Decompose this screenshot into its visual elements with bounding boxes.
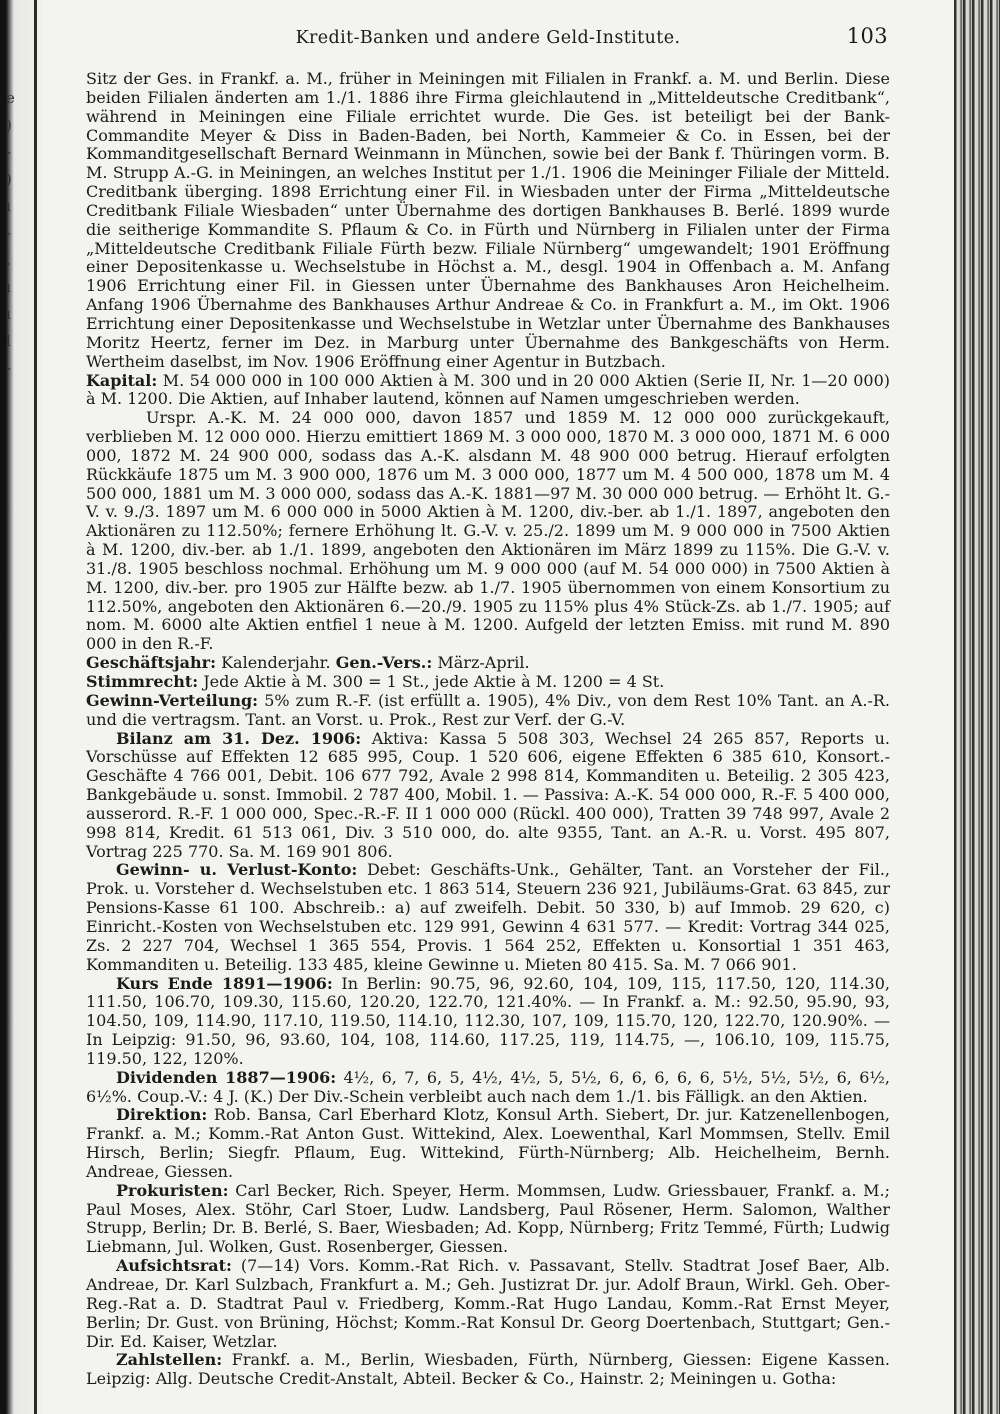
section-key: Kapital: [86,370,158,390]
document-body [86,70,890,1389]
document-page [86,22,890,1389]
section-key: Bilanz am 31. Dez. 1906: [116,728,362,748]
paragraph-text: Urspr. A.-K. M. 24 000 000, davon 1857 und 1859 M. 12 000 000 zurückgekauft, verblieben M. 12 000 000. Hierzu emittiert 1869 M. 3 000 000, 1870 M. 3 000 000, 1871 M. 6 000 000, 1872 M. 24 900 000, sodass das A.-K. alsdann M. 48 900 000 betrug. Hierauf erfolgten Rückkäufe 1875 um M. 3 900 000, 1876 um M. 3 000 000, 1877 um M. 4 500 000, 1878 um M. 4 500 000, 1881 um M. 3 000 000, sodass das A.-K. 1881—97 M. 30 000 000 betrug. — Erhöht lt. G.-V. v. 9./3. 1897 um M. 6 000 000 in 5000 Aktien à M. 1200, div.-ber. ab 1./1. 1897, angeboten den Aktionären zu 112.50%; fernere Erhöhung lt. G.-V. v. 25./2. 1899 um M. 9 000 000 in 7500 Aktien à M. 1200, div.-ber. ab 1./1. 1899, angeboten den Aktionären im März 1899 zu 115%. Die G.-V. v. 31./8. 1905 beschloss nochmal. Erhöhung um M. 9 000 000 (auf M. 54 000 000) in 7500 Aktien à M. 1200, div.-ber. pro 1905 zur Hälfte bezw. ab 1./7. 1905 übernommen von einem Konsortium zu 112.50%, angeboten den Aktionären 6.—20./9. 1905 zu 115% plus 4% Stück-Zs. ab 1./7. 1905; auf nom. M. 6000 alte Aktien entfiel 1 neue à M. 1200. Aufgeld der letzten Emiss. mit rund M. 890 000 in den R.-F. [86,408,890,654]
section-key: Dividenden 1887—1906: [116,1067,337,1087]
section-key: Prokuristen: [116,1180,229,1200]
paragraph-text: (7—14) Vors. Komm.-Rat Rich. v. Passavant, Stellv. Stadtrat Josef Baer, Alb. Andreae, Dr. Karl Sulzbach, Frankfurt a. M.; Geh. Justizrat Dr. jur. Adolf Braun, Wirkl. Geh. Ober-Reg.-Rat a. D. Stadtrat Paul v. Friedberg, Komm.-Rat Hugo Landau, Komm.-Rat Ernst Meyer, Berlin; Dr. Gust. von Brüning, Höchst; Komm.-Rat Konsul Dr. Georg Doertenbach, Stuttgart; Gen.-Dir. Ed. Kaiser, Wetzlar. [86,1256,890,1351]
paragraph-text: Carl Becker, Rich. Speyer, Herm. Mommsen, Ludw. Griessbauer, Frankf. a. M.; Paul Moses, Alex. Stöhr, Carl Stoer, Ludw. Landsberg, Paul Rösener, Herm. Salomon, Walther Strupp, Berlin; Dr. B. Berlé, S. Baer, Wiesbaden; Ad. Kopp, Nürnberg; Fritz Temmé, Fürth; Ludwig Liebmann, Jul. Wolken, Gust. Rosenberger, Giessen. [86,1180,890,1257]
paragraph-dividenden [86,1069,890,1107]
section-key: Stimmrecht: [86,672,199,691]
section-key: Aufsichtsrat: [116,1256,232,1276]
section-key: Geschäftsjahr: [86,653,216,673]
section-key: Direktion: [116,1105,208,1125]
margin-mark: l [6,332,11,350]
paragraph-capital-history [86,409,890,654]
paragraph-text: Jede Aktie à M. 300 = 1 St., jede Aktie à M. 1200 = 4 St. [203,672,665,691]
paragraph-text: Sitz der Ges. in Frankf. a. M., früher in Meiningen mit Filialen in Frankf. a. M. und Berlin. Diese beiden Filialen änderten am 1./1. 1886 ihre Firma gleichlautend in „Mitteldeutsche Creditbank“, während in Meiningen eine Filiale errichtet wurde. Die Ges. ist beteiligt bei der Bank-Commandite Meyer & Diss in Baden-Baden, bei North, Kammeier & Co. in Essen, bei der Kommanditgesellschaft Bernard Weinmann in München, sowie bei der Bank f. Thüringen vorm. B. M. Strupp A.-G. in Meiningen, an welches Institut per 1./1. 1906 die Meininger Filiale der Mitteld. Creditbank überging. 1898 Errichtung einer Fil. in Wiesbaden unter der Firma „Mitteldeutsche Creditbank Filiale Wiesbaden“ unter Übernahme des dortigen Bankhauses B. Berlé. 1899 wurde die seitherige Kommandite S. Pflaum & Co. in Fürth und Nürnberg in Filialen unter der Firma „Mitteldeutsche Creditbank Filiale Fürth bezw. Filiale Nürnberg“ umgewandelt; 1901 Eröffnung einer Depositenkasse u. Wechselstube in Höchst a. M., desgl. 1904 in Offenbach a. M. Anfang 1906 Errichtung einer Fil. in Giessen unter Übernahme des Bankhauses Aron Heichelheim. Anfang 1906 Übernahme des Bankhauses Arthur Andreae & Co. in Frankfurt a. M., im Okt. 1906 Errichtung einer Depositenkasse und Wechselstube in Wetzlar unter Übernahme des Bankhauses Moritz Heertz, ferner im Dez. in Marburg unter Übernahme des Bankgeschäfts von Herm. Wertheim daselbst, im Nov. 1906 Eröffnung einer Agentur in Butzbach. [86,69,890,371]
paragraph-text: März-April. [437,653,530,673]
paragraph-zahlstellen [86,1351,890,1389]
margin-mark: - [6,224,12,242]
paragraph-geschaeftsjahr [86,654,890,673]
paragraph-kurs [86,975,890,1069]
page-number: 103 [846,24,888,48]
section-key: Zahlstellen: [116,1350,223,1370]
margin-mark: ı [6,305,11,323]
paragraph-text: Frankf. a. M., Berlin, Wiesbaden, Fürth, Nürnberg, Giessen: Eigene Kassen. Leipzig: Allg. Deutsche Credit-Anstalt, Abteil. Becker & Co., Hainstr. 2; Meiningen u. Gotha: [86,1350,890,1389]
paragraph-bilanz [86,730,890,862]
margin-mark: ) [6,170,12,188]
section-key: Gen.-Vers.: [335,653,433,673]
paragraph-text: 5% zum R.-F. (ist erfüllt a. 1905), 4% Div., von dem Rest 10% Tant. an A.-R. und die vertragsm. Tant. an Vorst. u. Prok., Rest zur Verf. der G.-V. [86,690,890,729]
paragraph-text: Rob. Bansa, Carl Eberhard Klotz, Konsul Arth. Siebert, Dr. jur. Katzenellenbogen, Frankf. a. M.; Komm.-Rat Anton Gust. Wittekind, Alex. Loewenthal, Karl Mommsen, Stellv. Emil Hirsch, Berlin; Siegfr. Pflaum, Eug. Wittekind, Fürth-Nürnberg; Alb. Heichelheim, Bernh. Andreae, Giessen. [86,1105,891,1181]
margin-mark: e [6,89,15,107]
page-edge-stack [954,0,1000,1414]
paragraph-aufsichtsrat [86,1257,890,1351]
paragraph-text: Debet: Geschäfts-Unk., Gehälter, Tant. an Vorsteher der Fil., Prok. u. Vorsteher d. Wechselstuben etc. 1 863 514, Steuern 236 921, Jubiläums-Grat. 63 845, zur Pensions-Kasse 61 100. Abschreib.: a) auf zweifelh. Debit. 50 330, b) auf Immob. 29 620, c) Einricht.-Kosten von Wechselstuben etc. 129 991, Gewinn 4 631 577. — Kredit: Vortrag 344 025, Zs. 2 227 704, Wechsel 1 365 554, Provis. 1 564 252, Effekten u. Konsortial 1 351 463, Kommanditen u. Beteilig. 133 485, kleine Gewinne u. Mieten 80 415. Sa. M. 7 066 901. [86,860,890,974]
paragraph-gewinn-verlust [86,861,890,974]
paragraph-stimmrecht [86,673,890,692]
margin-mark: - [6,359,12,377]
paragraph-text: Kalenderjahr. [221,653,331,673]
margin-mark: ) [6,116,12,134]
paragraph-text: Aktiva: Kassa 5 508 303, Wechsel 24 265 857, Reports u. Vorschüsse auf Effekten 12 685 995, Coup. 1 520 606, eigene Effekten 6 385 610, Konsort.-Geschäfte 4 766 001, Debit. 106 677 792, Avale 2 998 814, Kommanditen u. Beteilig. 2 305 423, Bankgebäude u. sonst. Immobil. 2 787 400, Mobil. 1. — Passiva: A.-K. 54 000 000, R.-F. 5 400 000, ausserord. R.-F. 1 000 000, Spec.-R.-F. II 1 000 000 (Rückl. 400 000), Tratten 39 748 997, Avale 2 998 814, Kredit. 61 513 061, Div. 3 510 000, do. alte 9355, Tant. an A.-R. u. Vorst. 495 807, Vortrag 225 770. Sa. M. 169 901 806. [86,728,891,861]
binding-line [34,0,37,1414]
paragraph-text: M. 54 000 000 in 100 000 Aktien à M. 300 und in 20 000 Aktien (Serie II, Nr. 1—20 000) à M. 1200. Die Aktien, auf Inhaber lautend, können auf Namen umgeschrieben werden. [86,370,890,409]
margin-mark: . [6,251,11,269]
running-header [86,22,890,56]
margin-marks [6,85,26,382]
header-title: Kredit-Banken und andere Geld-Institute. [295,28,681,48]
paragraph-kapital [86,372,890,410]
paragraph-prokuristen [86,1182,890,1257]
paragraph-text: 4½, 6, 7, 6, 5, 4½, 4½, 5, 5½, 6, 6, 6, 6, 6, 5½, 5½, 5½, 6, 6½, 6½%. Coup.-V.: 4 J. (K.) Der Div.-Schein verbleibt auch nach dem 1./1. bis Fälligk. an den Aktien. [86,1067,890,1106]
paragraph-direktion [86,1106,890,1181]
margin-mark: ı [6,278,11,296]
margin-mark: ı [6,197,11,215]
section-key: Kurs Ende 1891—1906: [116,973,333,993]
paragraph-text: In Berlin: 90.75, 96, 92.60, 104, 109, 115, 117.50, 120, 114.30, 111.50, 106.70, 109.30, 115.60, 120.20, 122.70, 121.40%. — In Frankf. a. M.: 92.50, 95.90, 93, 104.50, 109, 114.90, 117.10, 119.50, 114.10, 112.30, 107, 109, 115.70, 120, 122.70, 120.90%. — In Leipzig: 91.50, 96, 93.60, 104, 108, 114.60, 117.25, 119, 114.75, —, 106.10, 109, 115.75, 119.50, 122, 120%. [86,973,891,1068]
section-key: Gewinn-Verteilung: [86,690,259,710]
paragraph-intro [86,70,890,372]
paragraph-gewinn-verteilung [86,692,890,730]
margin-mark: - [6,143,12,161]
section-key: Gewinn- u. Verlust-Konto: [116,860,358,880]
